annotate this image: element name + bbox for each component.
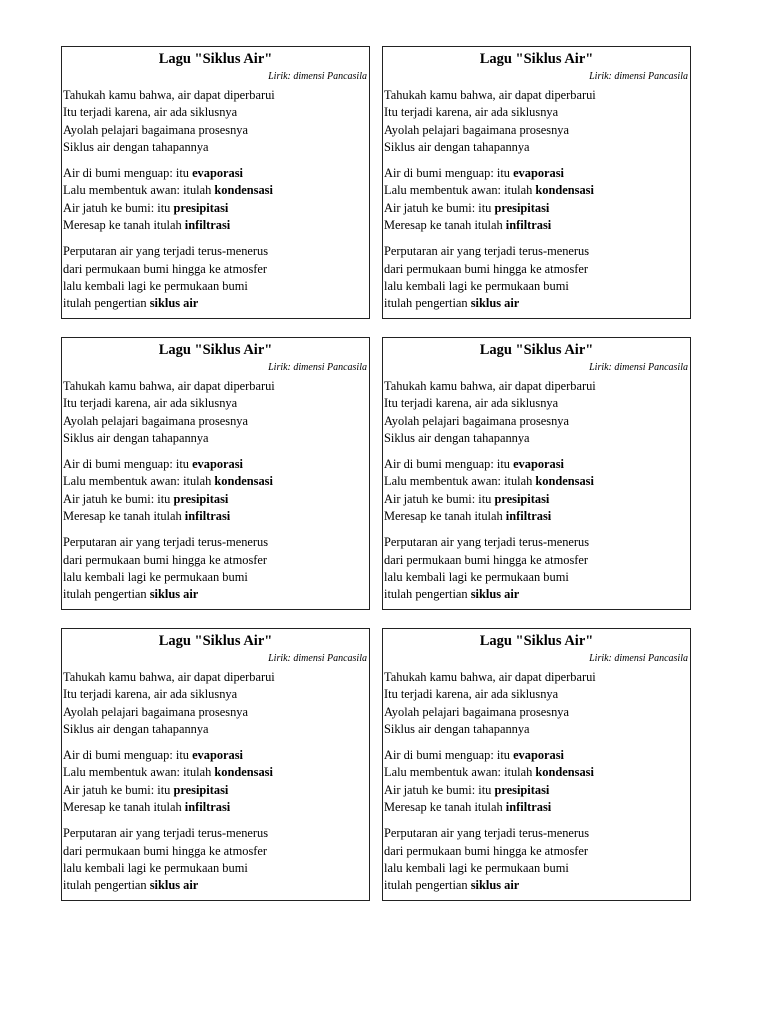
lyric-text: Air jatuh ke bumi: itu — [63, 200, 174, 215]
lyric-keyword: kondensasi — [214, 765, 273, 780]
lyric-line — [384, 261, 690, 278]
lyric-text: Siklus air dengan tahapannya — [63, 721, 209, 736]
lyrics-card — [61, 46, 370, 319]
lyric-line — [63, 473, 369, 490]
lyric-keyword: evaporasi — [192, 748, 243, 763]
lyric-line — [384, 456, 690, 473]
lyric-line — [384, 825, 690, 842]
lyric-line — [63, 877, 369, 894]
lyric-keyword: presipitasi — [494, 200, 550, 215]
lyric-line — [384, 704, 690, 721]
lyric-text: itulah pengertian — [63, 296, 150, 311]
lyric-text: Itu terjadi karena, air ada siklusnya — [63, 687, 238, 702]
lyric-line — [63, 378, 369, 395]
song-title: Lagu "Siklus Air" — [479, 633, 594, 649]
lyric-line — [384, 122, 690, 139]
lyric-line — [63, 413, 369, 430]
lyric-line — [63, 721, 369, 738]
lyric-line — [384, 552, 690, 569]
lyric-text: Lalu membentuk awan: itulah — [384, 765, 536, 780]
lyric-credit: Lirik: dimensi Pancasila — [589, 362, 688, 373]
lyric-keyword: infiltrasi — [184, 509, 231, 524]
lyric-text: Siklus air dengan tahapannya — [63, 139, 209, 154]
lyric-line — [63, 686, 369, 703]
stanza — [62, 669, 369, 738]
lyric-line — [384, 473, 690, 490]
lyric-line — [384, 764, 690, 781]
lyric-text: Itu terjadi karena, air ada siklusnya — [63, 105, 238, 120]
lyric-line — [384, 747, 690, 764]
lyric-line — [384, 799, 690, 816]
lyric-line — [63, 104, 369, 121]
lyric-line — [63, 782, 369, 799]
stanza — [62, 243, 369, 312]
stanza — [62, 825, 369, 894]
lyric-line — [384, 586, 690, 603]
lyric-text: Perputaran air yang terjadi terus-menerus — [384, 826, 590, 841]
lyric-line — [63, 430, 369, 447]
stanza — [383, 165, 690, 234]
lyric-keyword: siklus air — [149, 878, 199, 893]
lyric-text: Tahukah kamu bahwa, air dapat diperbarui — [384, 670, 596, 684]
lyric-keyword: siklus air — [470, 296, 520, 311]
lyric-keyword: presipitasi — [494, 491, 550, 506]
stanza-list — [383, 87, 690, 313]
lyric-keyword: kondensasi — [535, 474, 594, 489]
lyric-line — [384, 569, 690, 586]
lyric-line — [63, 764, 369, 781]
lyric-text: Meresap ke tanah itulah — [63, 218, 185, 233]
lyric-line — [384, 430, 690, 447]
lyric-text: Ayolah pelajari bagaimana prosesnya — [63, 704, 248, 719]
lyric-keyword: infiltrasi — [505, 218, 552, 233]
lyrics-card — [61, 628, 370, 901]
lyric-text: itulah pengertian — [63, 587, 150, 602]
lyric-text: Meresap ke tanah itulah — [63, 509, 185, 524]
lyric-text: Perputaran air yang terjadi terus-menerus — [63, 535, 269, 550]
stanza — [383, 456, 690, 525]
lyric-text: Air jatuh ke bumi: itu — [384, 491, 495, 506]
lyric-keyword: evaporasi — [192, 457, 243, 472]
lyric-text: Siklus air dengan tahapannya — [63, 430, 209, 445]
lyric-keyword: evaporasi — [513, 166, 564, 181]
lyric-line — [384, 669, 690, 686]
stanza — [383, 87, 690, 156]
lyric-keyword: siklus air — [470, 587, 520, 602]
lyric-text: Meresap ke tanah itulah — [384, 509, 506, 524]
lyric-text: Siklus air dengan tahapannya — [384, 139, 530, 154]
lyric-line — [63, 843, 369, 860]
lyric-line — [63, 122, 369, 139]
lyric-text: Air jatuh ke bumi: itu — [384, 200, 495, 215]
lyric-keyword: presipitasi — [173, 200, 229, 215]
lyric-text: Itu terjadi karena, air ada siklusnya — [63, 396, 238, 411]
lyric-text: lalu kembali lagi ke permukaan bumi — [384, 278, 569, 293]
lyric-text: dari permukaan bumi hingga ke atmosfer — [63, 261, 268, 276]
lyric-line — [63, 165, 369, 182]
lyric-keyword: evaporasi — [192, 166, 243, 181]
lyric-text: Tahukah kamu bahwa, air dapat diperbarui — [63, 670, 275, 684]
lyric-text: lalu kembali lagi ke permukaan bumi — [384, 860, 569, 875]
lyric-line — [384, 295, 690, 312]
lyric-text: Lalu membentuk awan: itulah — [63, 765, 215, 780]
lyric-credit: Lirik: dimensi Pancasila — [268, 653, 367, 664]
lyric-line — [384, 139, 690, 156]
lyric-keyword: presipitasi — [173, 491, 229, 506]
stanza — [62, 87, 369, 156]
stanza — [383, 243, 690, 312]
lyric-line — [63, 704, 369, 721]
lyric-line — [384, 378, 690, 395]
lyric-line — [384, 508, 690, 525]
lyric-text: dari permukaan bumi hingga ke atmosfer — [384, 261, 589, 276]
lyric-line — [384, 200, 690, 217]
lyric-line — [63, 569, 369, 586]
song-title: Lagu "Siklus Air" — [479, 342, 594, 358]
lyric-text: Air jatuh ke bumi: itu — [384, 782, 495, 797]
lyric-text: Ayolah pelajari bagaimana prosesnya — [384, 704, 569, 719]
lyric-text: Ayolah pelajari bagaimana prosesnya — [63, 122, 248, 137]
lyric-line — [384, 860, 690, 877]
lyric-text: Lalu membentuk awan: itulah — [384, 474, 536, 489]
lyric-line — [63, 491, 369, 508]
lyric-text: Lalu membentuk awan: itulah — [63, 474, 215, 489]
lyric-text: Air di bumi menguap: itu — [384, 166, 514, 181]
lyric-text: Perputaran air yang terjadi terus-menerus — [384, 535, 590, 550]
lyric-keyword: evaporasi — [513, 457, 564, 472]
lyric-credit: Lirik: dimensi Pancasila — [268, 362, 367, 373]
lyric-line — [63, 295, 369, 312]
lyric-line — [384, 782, 690, 799]
lyric-keyword: infiltrasi — [505, 509, 552, 524]
lyric-text: itulah pengertian — [384, 878, 471, 893]
song-title: Lagu "Siklus Air" — [158, 51, 273, 67]
lyric-keyword: evaporasi — [513, 748, 564, 763]
lyric-line — [63, 669, 369, 686]
lyric-text: Meresap ke tanah itulah — [384, 800, 506, 815]
lyric-line — [384, 87, 690, 104]
lyric-credit: Lirik: dimensi Pancasila — [589, 71, 688, 82]
lyric-line — [63, 261, 369, 278]
stanza-list — [383, 378, 690, 604]
lyric-line — [384, 165, 690, 182]
lyric-line — [63, 139, 369, 156]
lyric-line — [63, 860, 369, 877]
lyric-text: Air di bumi menguap: itu — [63, 457, 193, 472]
lyric-line — [384, 686, 690, 703]
lyric-text: Air di bumi menguap: itu — [384, 457, 514, 472]
lyric-line — [63, 278, 369, 295]
stanza — [383, 669, 690, 738]
lyric-keyword: siklus air — [149, 587, 199, 602]
lyric-line — [63, 182, 369, 199]
stanza-list — [62, 669, 369, 895]
lyric-line — [384, 217, 690, 234]
lyric-text: Ayolah pelajari bagaimana prosesnya — [384, 413, 569, 428]
lyric-line — [63, 799, 369, 816]
lyric-line — [384, 843, 690, 860]
song-title: Lagu "Siklus Air" — [158, 633, 273, 649]
lyric-line — [384, 395, 690, 412]
lyric-keyword: kondensasi — [535, 183, 594, 198]
lyric-text: Siklus air dengan tahapannya — [384, 430, 530, 445]
stanza — [383, 534, 690, 603]
stanza-list — [62, 378, 369, 604]
lyric-keyword: infiltrasi — [184, 218, 231, 233]
lyrics-card — [382, 628, 691, 901]
lyric-text: lalu kembali lagi ke permukaan bumi — [63, 860, 248, 875]
lyric-keyword: kondensasi — [214, 474, 273, 489]
lyric-text: dari permukaan bumi hingga ke atmosfer — [384, 843, 589, 858]
song-title: Lagu "Siklus Air" — [158, 342, 273, 358]
lyric-line — [384, 243, 690, 260]
lyric-text: lalu kembali lagi ke permukaan bumi — [384, 569, 569, 584]
song-title: Lagu "Siklus Air" — [479, 51, 594, 67]
lyric-text: dari permukaan bumi hingga ke atmosfer — [63, 552, 268, 567]
lyric-text: Itu terjadi karena, air ada siklusnya — [384, 687, 559, 702]
lyric-line — [63, 508, 369, 525]
lyric-keyword: kondensasi — [535, 765, 594, 780]
lyric-line — [63, 747, 369, 764]
lyric-text: Lalu membentuk awan: itulah — [63, 183, 215, 198]
stanza — [383, 825, 690, 894]
lyric-text: itulah pengertian — [63, 878, 150, 893]
lyrics-card — [61, 337, 370, 610]
stanza — [383, 747, 690, 816]
lyrics-card — [382, 46, 691, 319]
lyric-text: itulah pengertian — [384, 587, 471, 602]
lyric-line — [384, 877, 690, 894]
lyric-text: Meresap ke tanah itulah — [63, 800, 185, 815]
lyric-text: Air di bumi menguap: itu — [63, 748, 193, 763]
lyric-keyword: siklus air — [149, 296, 199, 311]
lyric-text: Itu terjadi karena, air ada siklusnya — [384, 105, 559, 120]
lyric-line — [63, 217, 369, 234]
lyric-text: Air di bumi menguap: itu — [63, 166, 193, 181]
lyric-text: Air di bumi menguap: itu — [384, 748, 514, 763]
lyric-line — [63, 825, 369, 842]
lyric-text: Perputaran air yang terjadi terus-menerus — [63, 244, 269, 259]
lyric-keyword: kondensasi — [214, 183, 273, 198]
lyric-text: Perputaran air yang terjadi terus-menerus — [384, 244, 590, 259]
lyric-text: Lalu membentuk awan: itulah — [384, 183, 536, 198]
lyric-text: itulah pengertian — [384, 296, 471, 311]
lyric-line — [63, 243, 369, 260]
lyric-credit: Lirik: dimensi Pancasila — [589, 653, 688, 664]
lyric-text: Ayolah pelajari bagaimana prosesnya — [63, 413, 248, 428]
stanza — [62, 534, 369, 603]
lyric-line — [384, 721, 690, 738]
lyric-line — [384, 413, 690, 430]
lyric-line — [384, 278, 690, 295]
lyric-line — [63, 87, 369, 104]
stanza — [62, 378, 369, 447]
lyric-line — [63, 534, 369, 551]
lyric-text: Air jatuh ke bumi: itu — [63, 491, 174, 506]
lyrics-card — [382, 337, 691, 610]
lyric-line — [63, 456, 369, 473]
lyric-text: Ayolah pelajari bagaimana prosesnya — [384, 122, 569, 137]
lyric-text: Siklus air dengan tahapannya — [384, 721, 530, 736]
lyric-credit: Lirik: dimensi Pancasila — [268, 71, 367, 82]
lyric-text: dari permukaan bumi hingga ke atmosfer — [63, 843, 268, 858]
lyric-keyword: siklus air — [470, 878, 520, 893]
stanza — [62, 747, 369, 816]
lyric-line — [384, 104, 690, 121]
lyric-text: lalu kembali lagi ke permukaan bumi — [63, 569, 248, 584]
lyric-line — [384, 491, 690, 508]
lyric-line — [63, 552, 369, 569]
lyric-line — [384, 534, 690, 551]
stanza-list — [383, 669, 690, 895]
lyric-text: Tahukah kamu bahwa, air dapat diperbarui — [63, 379, 275, 393]
stanza — [62, 456, 369, 525]
lyric-text: Tahukah kamu bahwa, air dapat diperbarui — [384, 379, 596, 393]
lyric-text: Meresap ke tanah itulah — [384, 218, 506, 233]
stanza — [62, 165, 369, 234]
lyric-text: lalu kembali lagi ke permukaan bumi — [63, 278, 248, 293]
lyric-text: Tahukah kamu bahwa, air dapat diperbarui — [384, 88, 596, 102]
lyric-line — [63, 395, 369, 412]
stanza-list — [62, 87, 369, 313]
lyric-text: dari permukaan bumi hingga ke atmosfer — [384, 552, 589, 567]
lyric-keyword: presipitasi — [494, 782, 550, 797]
lyric-keyword: infiltrasi — [184, 800, 231, 815]
lyric-text: Itu terjadi karena, air ada siklusnya — [384, 396, 559, 411]
lyric-text: Air jatuh ke bumi: itu — [63, 782, 174, 797]
lyric-line — [384, 182, 690, 199]
lyric-text: Perputaran air yang terjadi terus-menerus — [63, 826, 269, 841]
lyric-keyword: presipitasi — [173, 782, 229, 797]
lyric-keyword: infiltrasi — [505, 800, 552, 815]
lyric-text: Tahukah kamu bahwa, air dapat diperbarui — [63, 88, 275, 102]
stanza — [383, 378, 690, 447]
lyric-line — [63, 586, 369, 603]
lyric-line — [63, 200, 369, 217]
